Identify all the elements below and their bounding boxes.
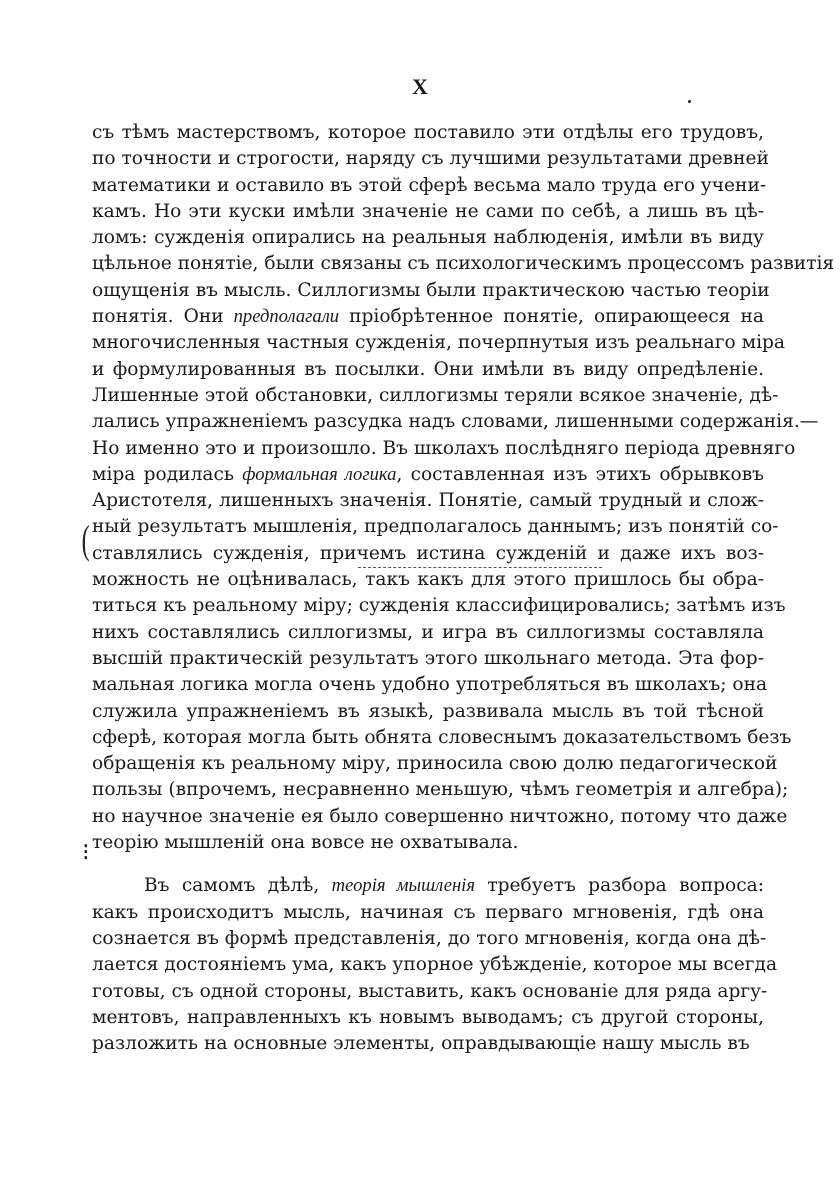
text-segment: требуетъ разбора вопроса: xyxy=(474,875,764,897)
text-line: по точности и строгости, наряду съ лучшими результатами древней xyxy=(92,148,769,170)
text-line: лались упражненіемъ разсудка надъ словами, лишенными содержанія.— xyxy=(92,411,819,433)
italic-term: предполагали xyxy=(233,306,340,328)
text-line: ставлялись сужденія, причемъ истина сужденій и даже ихъ воз- xyxy=(92,542,764,564)
paragraph xyxy=(92,120,835,856)
text-line: ный результатъ мышленія, предполагалось даннымъ; изъ понятій со- xyxy=(92,516,779,538)
text-line: цѣльное понятіе, были связаны съ психологическимъ процессомъ развитія xyxy=(92,253,835,275)
text-segment: Въ самомъ дѣлѣ, xyxy=(144,875,332,897)
text-line: какъ происходитъ мысль, начиная съ перваго мгновенія, гдѣ она xyxy=(92,901,764,923)
text-line: но научное значеніе ея было совершенно ничтожно, потому что даже xyxy=(92,805,788,827)
text-line: обращенія къ реальному міру, приносила свою долю педагогической xyxy=(92,753,778,775)
text-line xyxy=(92,873,764,899)
text-line: лается достояніемъ ума, какъ упорное убѣжденіе, которое мы всегда xyxy=(92,954,778,976)
text-line xyxy=(92,304,764,330)
text-line: Аристотеля, лишенныхъ значенія. Понятіе, самый трудный и слож- xyxy=(92,490,764,512)
text-segment: міра родилась xyxy=(92,463,243,485)
text-line: математики и оставило въ этой сферѣ весьма мало труда его учени- xyxy=(92,174,767,196)
text-line: высшій практическій результатъ этого школьнаго метода. Эта фор- xyxy=(92,647,764,669)
text-line: служила упражненіемъ въ языкѣ, развивала мысль въ той тѣсной xyxy=(92,700,764,722)
handwritten-underline xyxy=(358,565,602,568)
paragraph-gap xyxy=(92,856,764,873)
text-line: съ тѣмъ мастерствомъ, которое поставило эти отдѣлы его трудовъ, xyxy=(92,122,764,143)
text-line: ломъ: сужденія опирались на реальныя наблюденія, имѣли въ виду xyxy=(92,227,764,249)
text-line: ментовъ, направленныхъ къ новымъ выводамъ; съ другой стороны, xyxy=(92,1006,764,1028)
margin-bracket-mark: ( xyxy=(81,517,90,562)
text-line: сферѣ, которая могла быть обнята словеснымъ доказательствомъ безъ xyxy=(92,726,792,748)
print-speck xyxy=(688,100,691,103)
text-line: нихъ составлялись силлогизмы, и игра въ силлогизмы составляла xyxy=(92,621,764,643)
text-line: камъ. Но эти куски имѣли значеніе не сами по себѣ, а лишь въ цѣ- xyxy=(92,200,764,222)
text-line: многочисленныя частныя сужденія, почерпнутыя изъ реальнаго міра xyxy=(92,332,785,354)
italic-term: теорія мышленія xyxy=(331,875,475,897)
body-text xyxy=(92,120,835,1057)
text-segment: , составленная изъ этихъ обрывковъ xyxy=(396,463,764,485)
text-line: можность не оцѣнивалась, такъ какъ для этого пришлось бы обра- xyxy=(92,569,764,591)
text-line: разложить на основные элементы, оправдывающіе нашу мысль въ xyxy=(92,1033,750,1055)
italic-term: формальная логика xyxy=(242,463,397,485)
text-line: Лишенные этой обстановки, силлогизмы теряли всякое значеніе, дѣ- xyxy=(92,384,779,406)
text-segment: пріобрѣтенное понятіе, опирающееся на xyxy=(339,306,765,328)
margin-pencil-mark: ⁝ xyxy=(82,840,90,866)
text-line: пользы (впрочемъ, несравненно меньшую, чѣмъ геометрія и алгебра); xyxy=(92,779,789,801)
text-line: Но именно это и произошло. Въ школахъ послѣдняго періода древняго xyxy=(92,437,796,459)
text-line xyxy=(92,462,764,488)
page-number: X xyxy=(412,74,428,99)
text-line: и формулированныя въ посылки. Они имѣли въ виду опредѣленіе. xyxy=(92,358,764,380)
paragraph xyxy=(92,873,778,1057)
text-line: готовы, съ одной стороны, выставить, какъ основаніе для ряда аргу- xyxy=(92,980,768,1002)
text-line: сознается въ формѣ представленія, до того мгновенія, когда она дѣ- xyxy=(92,927,767,949)
text-line: ощущенія въ мысль. Силлогизмы были практическою частью теоріи xyxy=(92,279,770,301)
text-line: теорію мышленій она вовсе не охватывала. xyxy=(92,832,519,854)
text-line: мальная логика могла очень удобно употребляться въ школахъ; она xyxy=(92,674,768,696)
text-segment: понятія. Они xyxy=(92,306,234,328)
text-line: титься къ реальному міру; сужденія классифицировались; затѣмъ изъ xyxy=(92,595,786,617)
